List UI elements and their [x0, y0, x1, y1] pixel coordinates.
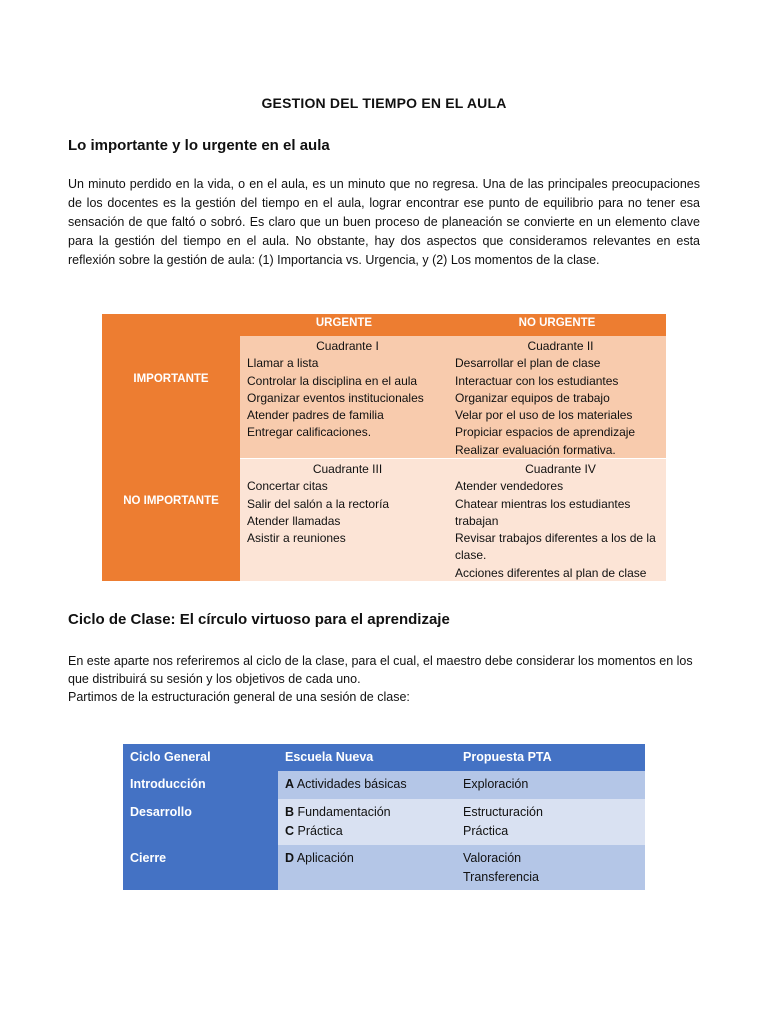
quadrant-1 — [240, 336, 448, 458]
list-item: Asistir a reuniones — [247, 531, 346, 546]
quadrant-2-title: Cuadrante II — [527, 339, 594, 353]
eisenhower-matrix — [102, 314, 666, 581]
intro-paragraph-text: Un minuto perdido en la vida, o en el aula, es un minuto que no regresa. Una de las principales preocupaciones de los docentes es la gestión del tiempo en el aula, lograr encontrar ese punto de equilibrio para no tener esa sensación de que faltó o sobró. Es claro que un buen proceso de planeación se convierte en un elemento clave para la gestión del tiempo en el aula. No obstante, hay dos aspectos que consideramos relevantes en esta reflexión sobre la gestión de aula: (1) Importancia vs. Urgencia, y (2) Los momentos de la clase. — [68, 177, 700, 267]
matrix-row-header-column — [102, 314, 240, 581]
list-item: Concertar citas — [247, 479, 328, 494]
stage-letter: C — [285, 823, 295, 838]
list-item: Realizar evaluación formativa. — [455, 442, 616, 457]
stage-text: Práctica — [294, 823, 343, 838]
list-item: Revisar trabajos diferentes a los de la clase. — [455, 531, 656, 563]
list-item: Llamar a lista — [247, 356, 319, 371]
list-item: Velar por el uso de los materiales — [455, 408, 633, 423]
table-cell-introduccion: Introducción — [130, 777, 206, 791]
list-item: Atender llamadas — [247, 513, 341, 528]
stage-text: Fundamentación — [294, 805, 391, 819]
list-item: Organizar equipos de trabajo — [455, 390, 610, 405]
matrix-header-urgente: URGENTE — [240, 314, 448, 336]
stage-text: Aplicación — [294, 851, 354, 865]
table-cell-aplicacion — [278, 845, 456, 890]
pta-item: Transferencia — [463, 869, 539, 884]
list-item: Desarrollar el plan de clase — [455, 356, 601, 371]
quadrant-3 — [240, 459, 448, 581]
table-cell-estructuracion-practica — [456, 799, 645, 845]
list-item: Propiciar espacios de aprendizaje — [455, 425, 636, 440]
list-item: Atender padres de familia — [247, 408, 384, 423]
section-heading-importante-urgente: Lo importante y lo urgente en el aula — [68, 137, 330, 154]
document-title: GESTION DEL TIEMPO EN EL AULA — [261, 95, 507, 111]
matrix-row-importante: IMPORTANTE — [133, 373, 209, 385]
quadrant-3-title: Cuadrante III — [312, 462, 383, 476]
stage-letter: B — [285, 805, 295, 819]
stage-letter: D — [285, 851, 295, 865]
list-item: Salir del salón a la rectoría — [247, 496, 390, 511]
table-cell-cierre: Cierre — [130, 851, 167, 865]
matrix-row-no-importante: NO IMPORTANTE — [123, 495, 219, 507]
ciclo-paragraph-line1: En este aparte nos referiremos al ciclo de la clase, para el cual, el maestro debe considerar los momentos en los que distribuirá su sesión y los objetivos de cada uno. — [68, 654, 693, 686]
table-header-propuesta-pta: Propuesta PTA — [456, 744, 645, 771]
table-cell-valoracion-transferencia — [456, 845, 645, 890]
list-item: Atender vendedores — [455, 479, 564, 494]
table-cell-fundamentacion-practica — [278, 799, 456, 845]
quadrant-1-title: Cuadrante I — [316, 339, 379, 353]
table-cell-desarrollo: Desarrollo — [130, 805, 192, 819]
ciclo-paragraph-line2: Partimos de la estructuración general de una sesión de clase: — [68, 690, 410, 704]
table-header-ciclo-general: Ciclo General — [123, 744, 278, 771]
intro-paragraph — [68, 175, 700, 270]
pta-item: Estructuración — [463, 805, 543, 819]
pta-item: Práctica — [463, 823, 509, 838]
table-cell-exploracion: Exploración — [456, 771, 645, 799]
quadrant-4-title: Cuadrante IV — [525, 462, 596, 476]
table-header-escuela-nueva: Escuela Nueva — [278, 744, 456, 771]
list-item: Acciones diferentes al plan de clase — [455, 565, 647, 580]
list-item: Organizar eventos institucionales — [247, 390, 424, 405]
list-item: Interactuar con los estudiantes — [455, 373, 619, 388]
matrix-header-no-urgente: NO URGENTE — [448, 314, 666, 336]
list-item: Entregar calificaciones. — [247, 425, 372, 440]
quadrant-4 — [448, 459, 666, 581]
ciclo-paragraph — [68, 652, 700, 706]
stage-letter: A — [285, 777, 295, 791]
pta-item: Valoración — [463, 851, 522, 865]
stage-text: Actividades básicas — [294, 777, 407, 791]
quadrant-2 — [448, 336, 666, 458]
section-heading-ciclo-clase: Ciclo de Clase: El círculo virtuoso para el aprendizaje — [68, 611, 450, 628]
list-item: Chatear mientras los estudiantes trabajan — [455, 496, 631, 528]
table-cell-actividades-basicas — [278, 771, 456, 799]
list-item: Controlar la disciplina en el aula — [247, 373, 418, 388]
